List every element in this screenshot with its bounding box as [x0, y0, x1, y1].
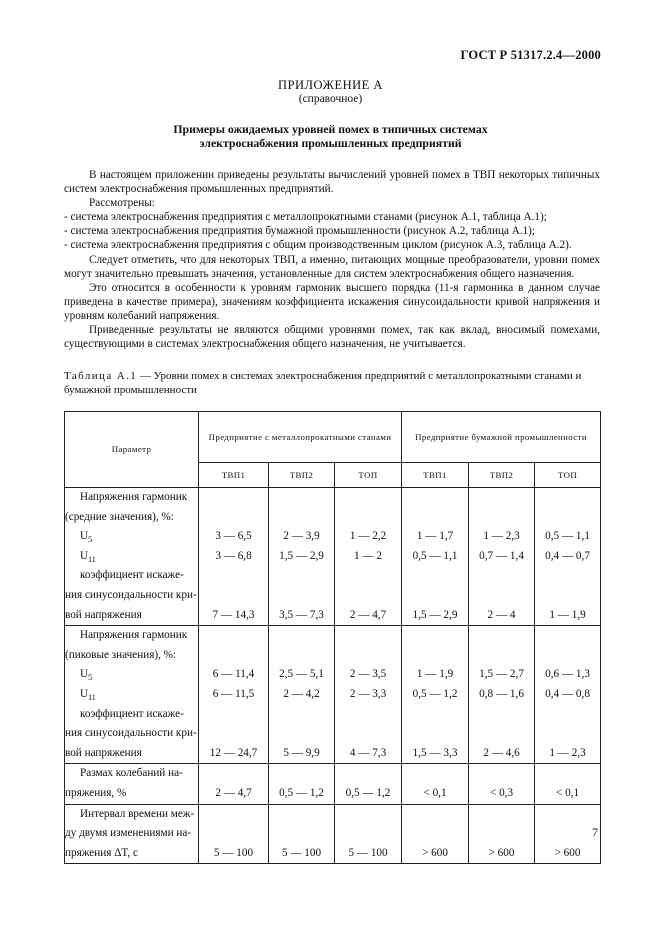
value-cell: > 600 [402, 804, 469, 864]
value-cell: > 600 [469, 804, 535, 864]
list-item: - система электроснабжения предприятия с металлопрокатными станами (рисунок А.1, таблица А.1); [64, 211, 547, 224]
table-caption-text: — Уровни помех в системах электроснабжения предприятий с металлопрокатными станами и бумажной промышленности [64, 370, 582, 396]
subheader-cell: ТВП2 [269, 463, 335, 488]
value-cell: 5 — 100 [199, 804, 269, 864]
list-item: - система электроснабжения предприятия с общим производственным циклом (рисунок А.3, таблица А.2). [64, 239, 572, 252]
value-cell: 0,5 — 1,1 0,4 — 0,7 1 — 1,9 [535, 488, 601, 626]
value-cell: < 0,3 [469, 764, 535, 804]
appendix-title: ПРИЛОЖЕНИЕ А [278, 78, 383, 92]
table-caption-label: Таблица А.1 [64, 370, 138, 382]
value-cell: 1 — 2,3 0,7 — 1,4 2 — 4 [469, 488, 535, 626]
body-text [64, 168, 600, 351]
table-caption [64, 369, 600, 397]
subheader-cell: ТВП1 [199, 463, 269, 488]
value-cell: 6 — 11,4 6 — 11,5 12 — 24,7 [199, 626, 269, 764]
value-cell: 0,5 — 1,2 [269, 764, 335, 804]
value-cell: > 600 [535, 804, 601, 864]
page-number: 7 [592, 825, 598, 839]
value-cell: 5 — 100 [269, 804, 335, 864]
header-group-paper: Предприятие бумажной промышленности [402, 412, 601, 463]
param-cell: Напряжения гармоник (пиковые значения), %: $U_5$ $U_{11}$ коэффициент искаже- ния синусоидальности кри- вой напряжения [65, 626, 199, 764]
appendix-subtitle: (справочное) [298, 93, 363, 105]
subheader-cell: ТВП2 [469, 463, 535, 488]
value-cell: 2 — 3,9 1,5 — 2,9 3,5 — 7,3 [269, 488, 335, 626]
list-item: - система электроснабжения предприятия бумажной промышленности (рисунок А.2, таблица А.1); [64, 225, 536, 238]
paragraph: Следует отметить, что для некоторых ТВП, а именно, питающих мощные преобразователи, уровни помех могут значительно превышать значения, установленные для систем электроснабжения общего назначения. [64, 253, 600, 280]
table-row [65, 804, 601, 864]
value-cell: 0,5 — 1,2 [335, 764, 402, 804]
value-cell: < 0,1 [535, 764, 601, 804]
value-cell: 2,5 — 5,1 2 — 4,2 5 — 9,9 [269, 626, 335, 764]
interference-levels-table [64, 411, 601, 864]
paragraph: Рассмотрены: [89, 197, 155, 210]
paragraph: Приведенные результаты не являются общими уровнями помех, так как вклад, вносимый помехами, существующими в системах электроснабжения общего назначения, не учитывается. [64, 324, 600, 351]
section-heading-line2: электроснабжения промышленных предприятий [199, 136, 462, 150]
table-row [65, 764, 601, 804]
paragraph: В настоящем приложении приведены результаты вычислений уровней помех в ТВП некоторых типичных систем электроснабжения промышленных предприятий. [64, 169, 600, 196]
value-cell: 0,6 — 1,3 0,4 — 0,8 1 — 2,3 [535, 626, 601, 764]
document-header: ГОСТ Р 51317.2.4—2000 [460, 48, 601, 62]
param-cell: Размах колебаний на- пряжения, % [65, 764, 199, 804]
value-cell: 2 — 4,7 [199, 764, 269, 804]
subheader-cell: ТОП [335, 463, 402, 488]
value-cell: < 0,1 [402, 764, 469, 804]
table-row [65, 626, 601, 764]
section-heading [0, 122, 661, 150]
param-cell: Интервал времени меж- ду двумя изменениями на- пряжения ΔT, с [65, 804, 199, 864]
paragraph: Это относится в особенности к уровням гармоник высшего порядка (11-я гармоника в данном случае приведена в качестве примера), значениям коэффициента искажения синусоидальности кривой напряжения и уровням колебаний напряжения. [64, 281, 600, 322]
header-param: Параметр [65, 412, 199, 488]
param-cell: Напряжения гармоник (средние значения), %: $U_5$ $U_{11}$ коэффициент искаже- ния синусоидальности кри- вой напряжения [65, 488, 199, 626]
value-cell: 1 — 1,7 0,5 — 1,1 1,5 — 2,9 [402, 488, 469, 626]
value-cell: 1 — 1,9 0,5 — 1,2 1,5 — 3,3 [402, 626, 469, 764]
value-cell: 2 — 3,5 2 — 3,3 4 — 7,3 [335, 626, 402, 764]
subheader-cell: ТОП [535, 463, 601, 488]
table-row [65, 488, 601, 626]
value-cell: 3 — 6,5 3 — 6,8 7 — 14,3 [199, 488, 269, 626]
section-heading-line1: Примеры ожидаемых уровней помех в типичных системах [173, 122, 488, 136]
header-group-metallurgy: Предприятие с металлопрокатными станами [199, 412, 402, 463]
value-cell: 1 — 2,2 1 — 2 2 — 4,7 [335, 488, 402, 626]
value-cell: 5 — 100 [335, 804, 402, 864]
value-cell: 1,5 — 2,7 0,8 — 1,6 2 — 4,6 [469, 626, 535, 764]
subheader-cell: ТВП1 [402, 463, 469, 488]
